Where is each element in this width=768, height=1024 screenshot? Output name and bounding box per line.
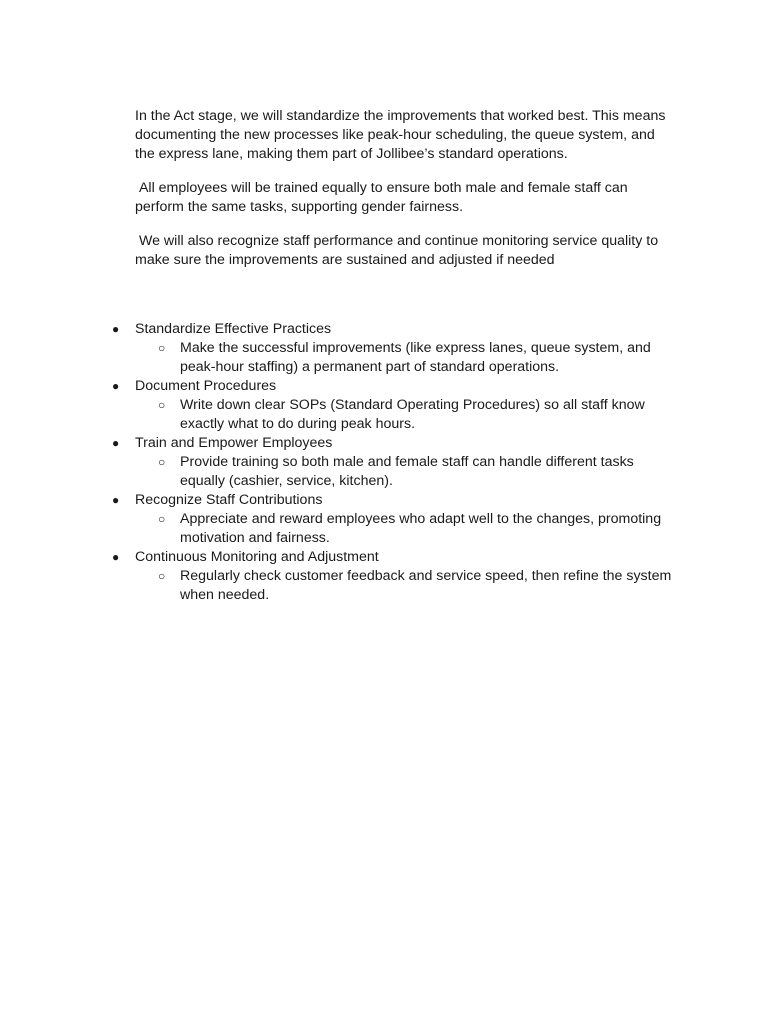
list-item-detail-text: Provide training so both male and female staff can handle different tasks equally (cashier, service, kitchen). <box>180 454 634 489</box>
list-item-title: Document Procedures <box>135 378 277 394</box>
list-item-title-line <box>0 377 768 396</box>
list-item-title-line <box>0 434 768 453</box>
list-item-detail-text: Regularly check customer feedback and service speed, then refine the system when needed. <box>180 568 672 603</box>
list-item-title-line <box>0 320 768 339</box>
paragraph-recognition: We will also recognize staff performance and continue monitoring service quality to make sure the improvements are sustained and adjusted if needed <box>135 233 663 268</box>
list-item-title-line <box>0 548 768 567</box>
list-item-title: Recognize Staff Contributions <box>135 492 323 508</box>
sub-bullet-icon: ○ <box>158 569 166 583</box>
bullet-icon: ● <box>112 436 120 450</box>
list-item-detail <box>0 339 675 377</box>
sub-bullet-icon: ○ <box>158 512 166 526</box>
sub-bullet-icon: ○ <box>158 341 166 355</box>
list-item-detail <box>0 453 675 491</box>
list-item <box>0 377 768 434</box>
list-item-title: Standardize Effective Practices <box>135 321 332 337</box>
bullet-icon: ● <box>112 379 120 393</box>
list-item-detail <box>0 396 675 434</box>
list-item <box>0 434 768 491</box>
bullet-icon: ● <box>112 322 120 336</box>
list-item <box>0 548 768 605</box>
list-item-title: Continuous Monitoring and Adjustment <box>135 549 379 565</box>
list-item-detail <box>0 510 675 548</box>
list-item-detail-text: Appreciate and reward employees who adapt well to the changes, promoting motivation and fairness. <box>180 511 662 546</box>
list-item-detail <box>0 567 675 605</box>
paragraph-act-stage: In the Act stage, we will standardize the improvements that worked best. This means documenting the new processes like peak-hour scheduling, the queue system, and the express lane, making them part of Jollibee’s standard operations. <box>135 108 670 162</box>
list-item <box>0 320 768 377</box>
bullet-icon: ● <box>112 493 120 507</box>
paragraph-training: All employees will be trained equally to ensure both male and female staff can perform the same tasks, supporting gender fairness. <box>135 180 632 215</box>
action-list <box>0 320 768 605</box>
list-item-title-line <box>0 491 768 510</box>
list-item-title: Train and Empower Employees <box>135 435 333 451</box>
list-item <box>0 491 768 548</box>
sub-bullet-icon: ○ <box>158 398 166 412</box>
list-item-detail-text: Write down clear SOPs (Standard Operating Procedures) so all staff know exactly what to do during peak hours. <box>180 397 645 432</box>
list-item-detail-text: Make the successful improvements (like express lanes, queue system, and peak-hour staffing) a permanent part of standard operations. <box>180 340 651 375</box>
bullet-icon: ● <box>112 550 120 564</box>
sub-bullet-icon: ○ <box>158 455 166 469</box>
